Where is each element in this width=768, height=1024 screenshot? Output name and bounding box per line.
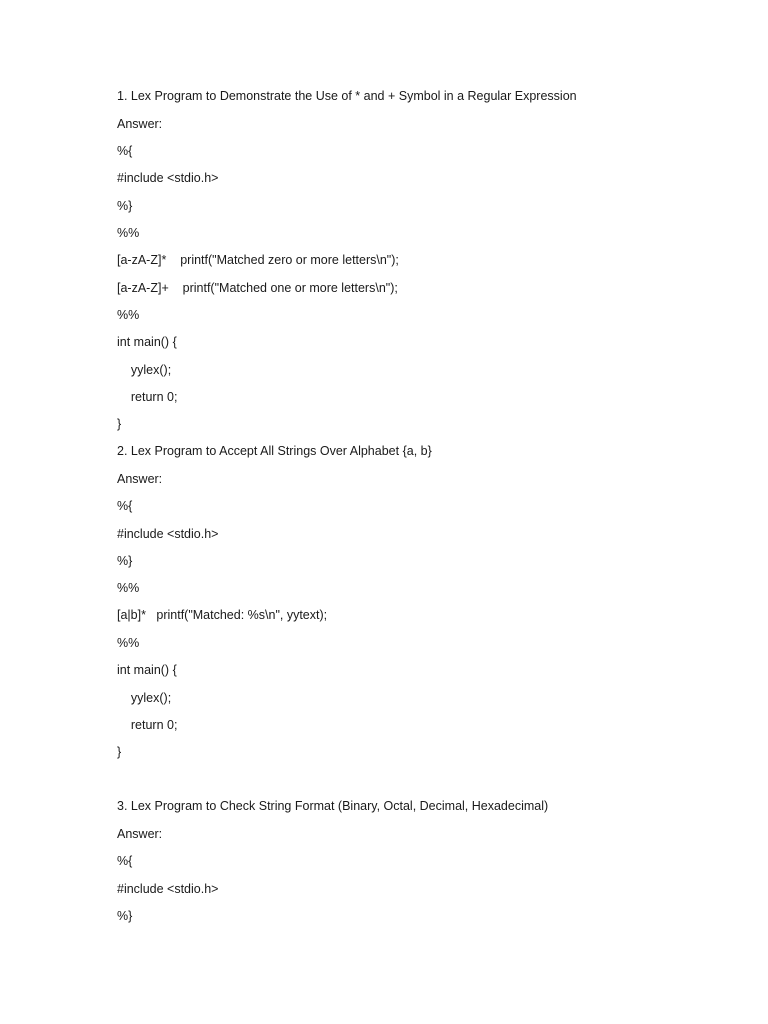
section-2-code-line: %} (117, 554, 133, 568)
section-1-heading: 1. Lex Program to Demonstrate the Use of * and + Symbol in a Regular Expression (117, 89, 577, 103)
section-1-answer-label: Answer: (117, 117, 163, 131)
section-2-code-line: return 0; (117, 718, 178, 732)
section-2-heading: 2. Lex Program to Accept All Strings Over Alphabet {a, b} (117, 444, 432, 458)
section-1-code-line: %% (117, 308, 140, 322)
section-1-code-line: %% (117, 226, 140, 240)
section-1-code-line: #include <stdio.h> (117, 171, 219, 185)
section-2-code-line: yylex(); (117, 691, 172, 705)
section-2-code-line: #include <stdio.h> (117, 527, 219, 541)
section-1-code-line: } (117, 417, 122, 431)
section-2-code-line: int main() { (117, 663, 177, 677)
section-2-code-line: } (117, 745, 122, 759)
section-3-code-line: #include <stdio.h> (117, 882, 219, 896)
section-1-code-line: [a-zA-Z]+ printf("Matched one or more letters\n"); (117, 281, 398, 295)
section-2-code-line: %% (117, 581, 140, 595)
section-3-answer-label: Answer: (117, 827, 163, 841)
section-2-code-line: [a|b]* printf("Matched: %s\n", yytext); (117, 608, 328, 622)
section-2-code-line: %% (117, 636, 140, 650)
section-2-code-line: %{ (117, 499, 133, 513)
section-3-code-line: %{ (117, 854, 133, 868)
section-1-code-line: return 0; (117, 390, 178, 404)
section-1-code-line: [a-zA-Z]* printf("Matched zero or more letters\n"); (117, 253, 399, 267)
section-1-code-line: yylex(); (117, 363, 172, 377)
section-3-heading: 3. Lex Program to Check String Format (Binary, Octal, Decimal, Hexadecimal) (117, 799, 549, 813)
section-1-code-line: %} (117, 199, 133, 213)
section-3-code-line: %} (117, 909, 133, 923)
section-1-code-line: %{ (117, 144, 133, 158)
section-1-code-line: int main() { (117, 335, 177, 349)
section-2-answer-label: Answer: (117, 472, 163, 486)
